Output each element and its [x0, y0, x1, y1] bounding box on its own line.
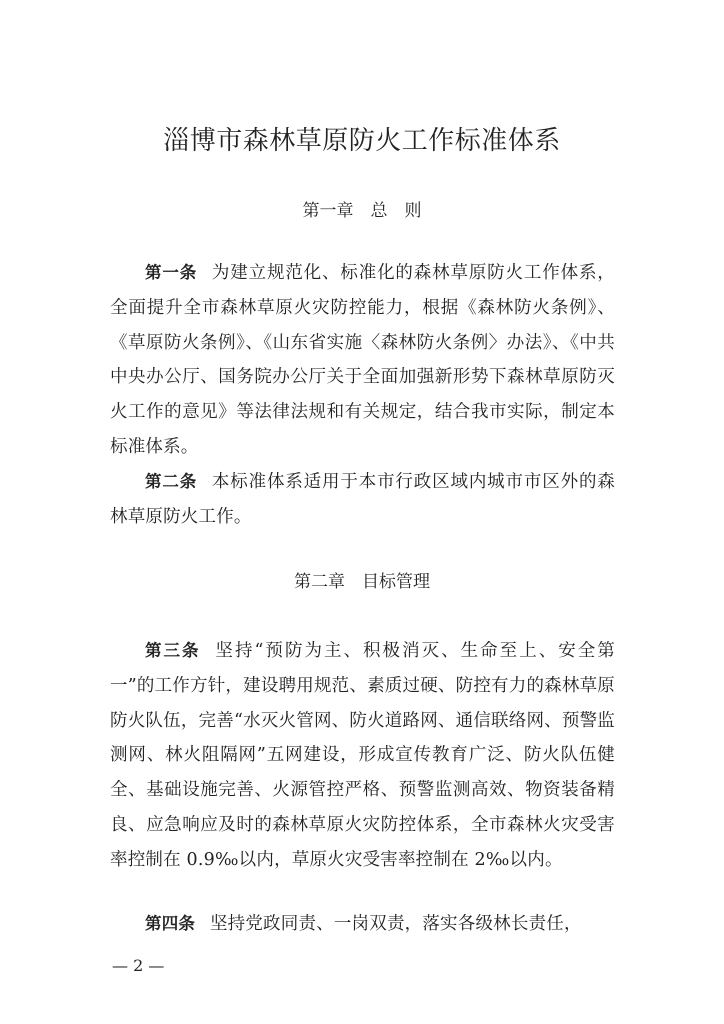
article-1-text: 为建立规范化、标准化的森林草原防火工作体系，全面提升全市森林草原火灾防控能力，根据《森林防火条例》、《草原防火条例》、《山东省实施〈森林防火条例〉办法》、《中共中央办公厅、国务院办公厅关于全面加强新形势下森林草原防灭火工作的意见》等法律法规和有关规定，结合我市实际，制定本标准体系。 — [110, 263, 615, 457]
article-4-number: 第四条 — [145, 914, 196, 933]
article-3-text: 坚持“预防为主、积极消灭、生命至上、安全第一”的工作方针，建设聘用规范、素质过硬、防控有力的森林草原防火队伍，完善“水灭火管网、防火道路网、通信联络网、预警监测网、林火阻隔网”五网建设，形成宣传教育广泛、防火队伍健全、基础设施完善、火源管控严格、预警监测高效、物资装备精良、应急响应及时的森林草原火灾防控体系，全市森林火灾受害率控制在 0.9‰以内，草原火灾受害率控制在 2‰以内。 — [110, 641, 615, 870]
article-1 — [110, 256, 615, 465]
article-2 — [110, 465, 615, 535]
document-title: 淄博市森林草原防火工作标准体系 — [163, 126, 561, 156]
article-4-text: 坚持党政同责、一岗双责，落实各级林长责任， — [209, 914, 582, 934]
article-2-number: 第二条 — [145, 472, 198, 491]
article-2-paragraph — [110, 465, 615, 535]
article-2-text: 本标准体系适用于本市行政区域内城市市区外的森林草原防火工作。 — [110, 472, 615, 527]
article-3-number: 第三条 — [145, 641, 201, 660]
article-4-paragraph — [110, 907, 615, 942]
chapter-2-heading: 第二章 目标管理 — [294, 572, 430, 592]
article-1-number: 第一条 — [145, 263, 198, 282]
article-1-paragraph — [110, 256, 615, 465]
page-number: — 2 — — [112, 956, 165, 975]
chapter-1-heading: 第一章 总 则 — [302, 201, 422, 221]
article-3-paragraph — [110, 634, 615, 878]
article-4 — [110, 907, 615, 942]
article-3 — [110, 634, 615, 878]
